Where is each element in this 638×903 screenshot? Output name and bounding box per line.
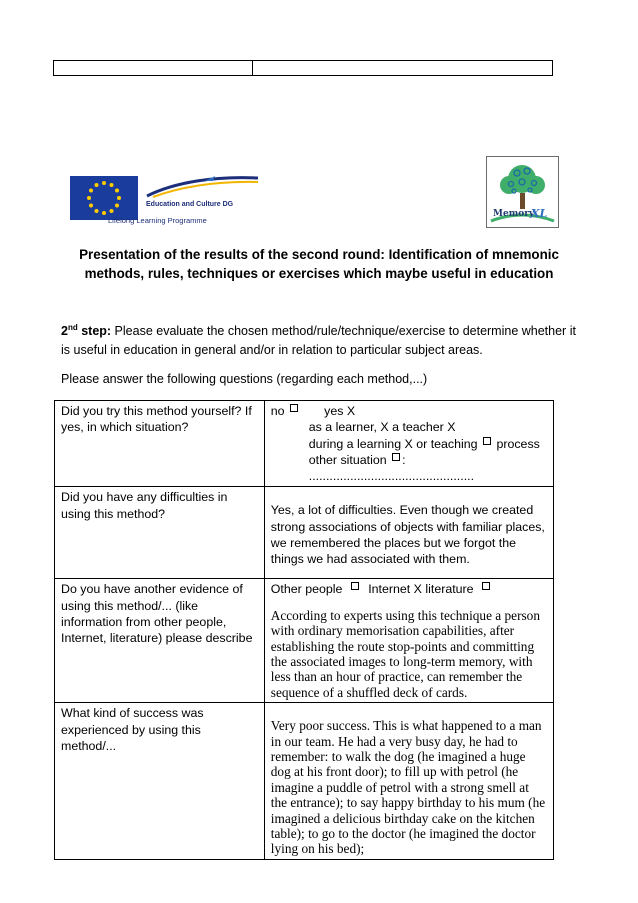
- table-row: [55, 703, 554, 860]
- memory-logo-text: Memory: [493, 209, 535, 219]
- header-table-cell-right: [253, 61, 552, 75]
- education-swoosh-icon: [145, 172, 260, 200]
- answer-text: Yes, a lot of difficulties. Even though we created strong associations of objects with familiar places, we remembered the places but we forgot the things we had associated with them.: [270, 503, 545, 567]
- checkbox-literature-icon: [482, 582, 490, 590]
- table-row: [55, 579, 554, 703]
- checkbox-other-icon: [392, 453, 400, 461]
- answer-text: According to experts using this technique a person with ordinary memorisation capabilities, after establishing the route stop-points and committing the associated images to long-term memory, with less than an hour of practice, can remember the sequence of a shuffled deck of cards.: [270, 607, 540, 700]
- answer-learning-line: during a learning X or teaching: [308, 436, 478, 451]
- source-option-people: Other people: [270, 582, 343, 597]
- answer-dotted-line: ................................................: [308, 469, 475, 484]
- checkbox-teaching-icon: [483, 437, 491, 445]
- header-table: [53, 60, 553, 76]
- answer-process-word: process: [496, 436, 540, 451]
- answer-option-yes: yes X: [324, 404, 356, 418]
- answer-cell: [264, 579, 553, 703]
- answer-text: Very poor success. This is what happened to a man in our team. He had a very busy day, he had to remember: to walk the dog (he imagined a huge dog at his front door); to fill up with petrol (he imagine a puddle of petrol with a strong smell at the entrance); to say happy birthday to his mum (he imagined a delicious birthday cake on the kitchen table); to go to the doctor (he imagined the doctor lying on his bed);: [270, 718, 546, 857]
- lifelong-learning-text: Lifelong Learning Programme: [108, 216, 207, 225]
- step-number: 2: [61, 324, 68, 338]
- header-table-cell-left: [54, 61, 253, 75]
- eu-education-culture-logo: [70, 170, 260, 230]
- evaluation-table: [54, 400, 554, 860]
- answer-role-line: as a learner, X a teacher X: [308, 420, 456, 435]
- table-row: [55, 487, 554, 579]
- step-paragraph: [61, 322, 581, 360]
- memory-xl-logo: [486, 156, 559, 228]
- instruction-text: Please answer the following questions (regarding each method,...): [61, 372, 428, 386]
- xl-logo-text: XL: [531, 207, 548, 220]
- answer-cell: [264, 487, 553, 579]
- eu-flag-icon: [70, 176, 138, 220]
- checkbox-people-icon: [351, 582, 359, 590]
- step-text: Please evaluate the chosen method/rule/technique/exercise to determine whether it is useful in education in general and/or in relation to particular subject areas.: [61, 324, 576, 357]
- answer-cell: [264, 703, 553, 860]
- question-cell: Did you try this method yourself? If yes, in which situation?: [55, 401, 265, 487]
- source-option-internet: Internet X literature: [368, 582, 474, 597]
- question-cell: Did you have any difficulties in using this method?: [55, 487, 265, 579]
- document-title: Presentation of the results of the second round: Identification of mnemonic methods, rules, techniques or exercises which maybe useful in education: [79, 247, 559, 281]
- education-culture-text: Education and Culture DG: [146, 201, 234, 208]
- table-row: [55, 401, 554, 487]
- answer-other-situation: other situation: [308, 452, 387, 467]
- step-label: step:: [77, 324, 112, 338]
- answer-cell: [264, 401, 553, 487]
- checkbox-no-icon: [290, 404, 298, 412]
- answer-option-no: no: [270, 404, 285, 418]
- question-cell: Do you have another evidence of using this method/... (like information from other people, Internet, literature) please describe: [55, 579, 265, 703]
- step-superscript: nd: [67, 323, 78, 332]
- answer-colon: :: [402, 452, 406, 467]
- question-cell: What kind of success was experienced by using this method/...: [55, 703, 265, 860]
